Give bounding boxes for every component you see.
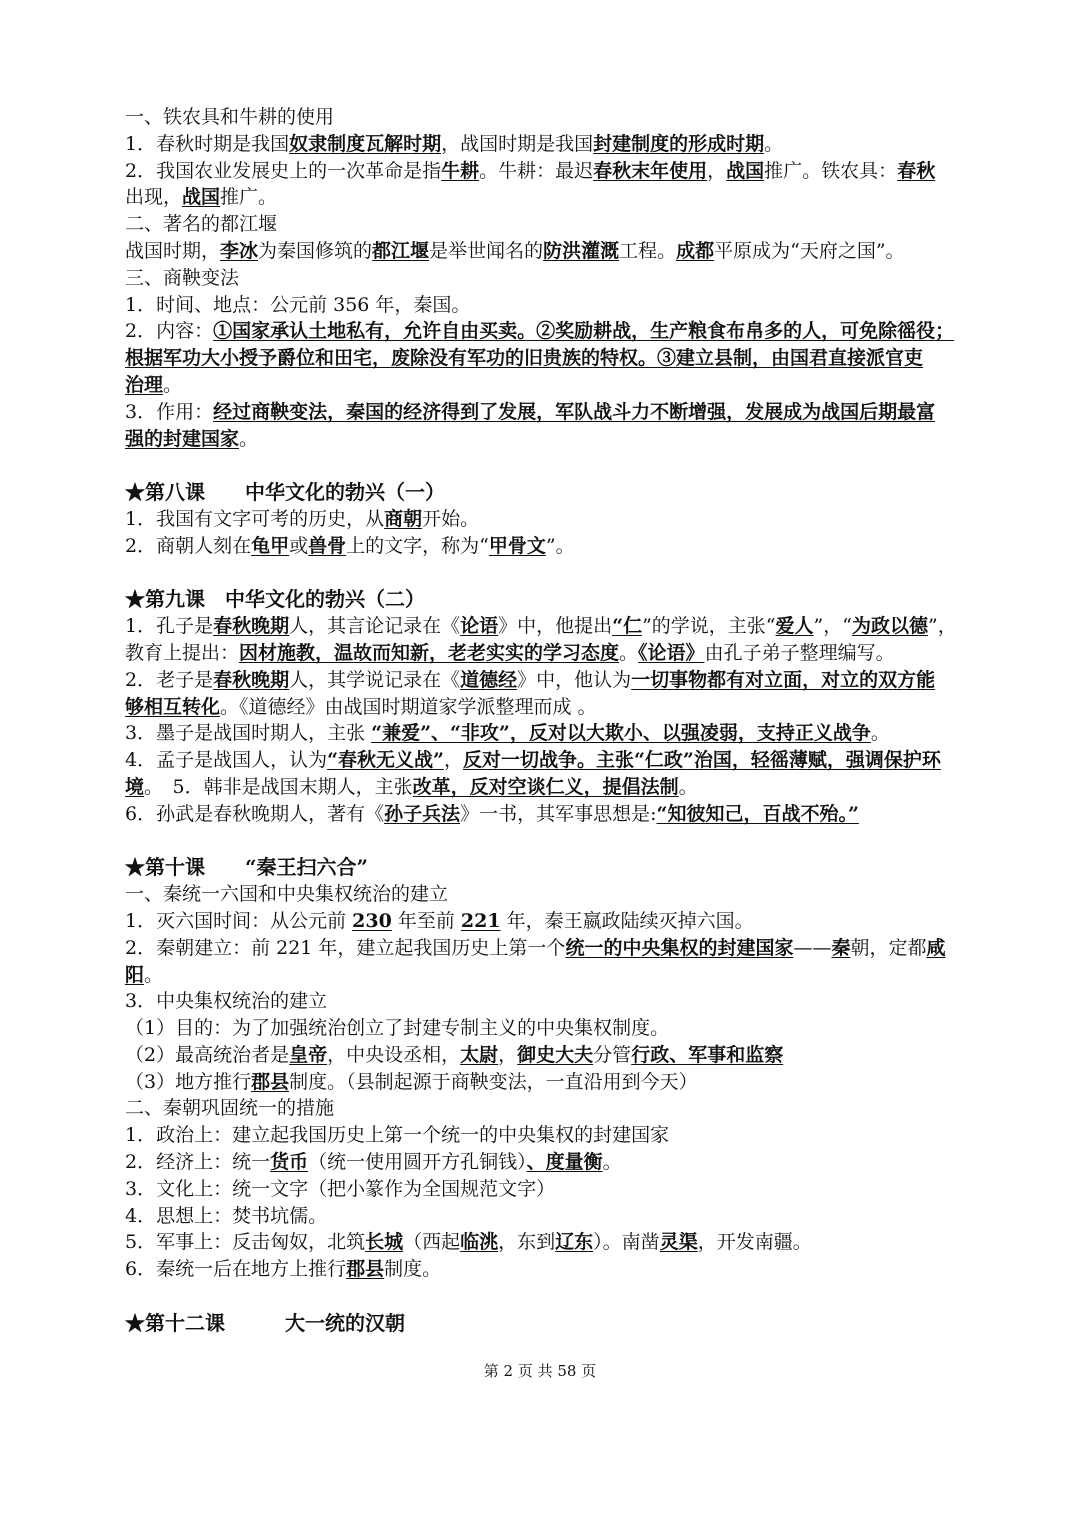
- key-term: 御史大夫: [517, 1043, 594, 1066]
- key-term: 都江堰: [372, 239, 430, 262]
- text-line: [125, 801, 1010, 828]
- text-segment: 年至前: [391, 909, 461, 932]
- key-term: 春秋末年使用: [593, 159, 708, 182]
- text-line: [125, 238, 1010, 265]
- key-term: 行政、军事和监察: [631, 1043, 784, 1066]
- key-term: 春秋: [897, 159, 936, 182]
- text-segment: 出现，: [125, 186, 183, 209]
- lesson-heading: ★第十二课 大一统的汉朝: [125, 1310, 405, 1335]
- key-term: 统一的中央集权的封建国家: [565, 936, 794, 959]
- key-term: “春秋无义战”: [327, 749, 444, 772]
- text-segment: 。牛耕：最迟: [479, 159, 594, 182]
- key-term: 牛耕: [441, 159, 480, 182]
- key-term: 强的封建国家: [125, 427, 240, 450]
- text-segment: 》一书，其军事思想是:: [460, 802, 657, 825]
- text-segment: 1．我国有文字可考的历史，从: [125, 507, 385, 530]
- text-line: [125, 1122, 1010, 1149]
- blank-line: [125, 560, 1010, 587]
- key-term: 经过商鞅变法，秦国的经济得到了发展，军队战斗力不断增强，发展成为战国后期最富: [213, 400, 936, 423]
- text-segment: ，战国时期是我国: [441, 132, 594, 155]
- key-term: 太尉: [460, 1043, 499, 1066]
- key-term: 辽东: [555, 1231, 594, 1254]
- text-segment: ，开发南疆。: [697, 1231, 812, 1254]
- key-term: “知彼知己，百战不殆。”: [656, 802, 859, 825]
- key-term: 兽骨: [308, 534, 347, 557]
- key-term: 阳: [125, 963, 145, 986]
- text-segment: 。: [678, 775, 698, 798]
- text-segment: 推广。铁农具：: [764, 159, 898, 182]
- text-segment: 1．春秋时期是我国: [125, 132, 290, 155]
- text-segment: 1．孔子是: [125, 615, 214, 638]
- text-segment: 推广。: [220, 186, 278, 209]
- text-segment: 二、著名的都江堰: [125, 213, 278, 236]
- lesson-heading: ★第九课 中华文化的勃兴（二）: [125, 587, 425, 612]
- text-segment: 。: [870, 722, 890, 745]
- text-segment: 。《道德经》由战国时期道家学派整理而成 。: [220, 695, 597, 718]
- text-line: [125, 506, 1010, 533]
- text-segment: 3．墨子是战国时期人，主张: [125, 722, 372, 745]
- text-segment: （统一使用圆开方孔铜钱）: [308, 1151, 527, 1174]
- text-segment: 2．内容：: [125, 320, 214, 343]
- text-segment: 上的文字，称为“: [346, 534, 489, 557]
- text-segment: ”。: [545, 534, 575, 557]
- text-segment: 1．灭六国时间：从公元前: [125, 909, 353, 932]
- text-segment: 。: [163, 373, 183, 396]
- key-term: “仁: [612, 615, 643, 638]
- text-line: [125, 1203, 1010, 1230]
- text-segment: 由孔子弟子整理编写。: [704, 641, 895, 664]
- text-segment: ，: [443, 749, 463, 772]
- key-term: 奴隶制度瓦解时期: [289, 132, 442, 155]
- text-segment: 二、秦朝巩固统一的措施: [125, 1097, 335, 1120]
- text-line: [125, 1015, 1010, 1042]
- text-line: [125, 667, 1010, 694]
- page-footer: 第 2 页 共 58 页: [483, 1362, 597, 1380]
- text-line: [125, 158, 1010, 185]
- text-line: [125, 345, 1010, 372]
- text-line: [125, 399, 1010, 426]
- text-segment: 朝，定都: [850, 936, 927, 959]
- text-segment: 6．孙武是春秋晚期人，著有《: [125, 802, 385, 825]
- key-term: 一切事物都有对立面，对立的双方能: [631, 668, 936, 691]
- text-line: [125, 1149, 1010, 1176]
- text-line: [125, 935, 1010, 962]
- text-line: [125, 292, 1010, 319]
- text-line: [125, 1042, 1010, 1069]
- text-segment: 分管: [593, 1043, 632, 1066]
- text-segment: 。: [602, 1151, 622, 1174]
- key-term: 封建制度的形成时期: [593, 132, 765, 155]
- text-segment: 工程。: [619, 239, 677, 262]
- text-segment: 。 5．韩非是战国末期人，主张: [144, 775, 413, 798]
- key-term: 改革，反对空谈仁义，提倡法制: [412, 775, 679, 798]
- text-line: [125, 1069, 1010, 1096]
- text-segment: 2．商朝人刻在: [125, 534, 252, 557]
- text-line: [125, 1229, 1010, 1256]
- text-segment: 。: [144, 963, 164, 986]
- text-segment: ——: [793, 936, 832, 959]
- text-line: [125, 184, 1010, 211]
- text-segment: 4．孟子是战国人，认为: [125, 749, 328, 772]
- text-segment: 5．军事上：反击匈奴，北筑: [125, 1231, 366, 1254]
- text-segment: 2．我国农业发展史上的一次革命是指: [125, 159, 442, 182]
- text-segment: 2．秦朝建立：前 221 年，建立起我国历史上第一个: [125, 936, 566, 959]
- text-segment: 是举世闻名的: [429, 239, 544, 262]
- text-segment: 3．文化上：统一文字（把小篆作为全国规范文字）: [125, 1177, 556, 1200]
- blank-line: [125, 452, 1010, 479]
- text-segment: 4．思想上：焚书坑儒。: [125, 1204, 328, 1227]
- text-line: [125, 131, 1010, 158]
- text-segment: ）。南凿: [593, 1231, 660, 1254]
- lesson-heading: ★第十课 “秦王扫六合”: [125, 855, 369, 880]
- key-term: 商朝: [384, 507, 423, 530]
- text-line: [125, 854, 1010, 881]
- blank-line: [125, 1283, 1010, 1310]
- text-line: [125, 318, 1010, 345]
- key-term: 为政以德: [851, 615, 928, 638]
- key-term: 反对一切战争。主张“仁政”治国，轻徭薄赋，强调保护环: [462, 749, 941, 772]
- text-line: [125, 104, 1010, 131]
- key-term: 春秋晚期: [213, 615, 290, 638]
- key-term: 防洪灌溉: [543, 239, 620, 262]
- key-term: 李冰: [220, 239, 259, 262]
- text-segment: 年，秦王嬴政陆续灭掉六国。: [500, 909, 754, 932]
- text-segment: 人，其学说记录在《: [289, 668, 461, 691]
- key-term: ①国家承认土地私有，允许自由买卖。②奖励耕战，生产粮食布帛多的人，可免除徭役；: [213, 320, 955, 343]
- text-segment: 6．秦统一后在地方上推行: [125, 1258, 347, 1281]
- key-term: 境: [125, 775, 145, 798]
- key-term: 皇帝: [289, 1043, 328, 1066]
- text-line: [125, 1256, 1010, 1283]
- text-segment: ，中央设丞相，: [327, 1043, 461, 1066]
- text-segment: 1．政治上：建立起我国历史上第一个统一的中央集权的封建国家: [125, 1124, 670, 1147]
- key-term: 货币: [270, 1151, 309, 1174]
- key-term: 战国: [726, 159, 765, 182]
- key-term: “兼爱”、“非攻”，反对以大欺小、以强凌弱，支持正义战争: [371, 722, 871, 745]
- text-segment: （1）目的：为了加强统治创立了封建专制主义的中央集权制度。: [125, 1017, 670, 1040]
- text-line: [125, 694, 1010, 721]
- text-segment: 为秦国修筑的: [258, 239, 373, 262]
- text-line: [125, 774, 1010, 801]
- text-line: [125, 640, 1010, 667]
- text-segment: （2）最高统治者是: [125, 1043, 290, 1066]
- key-term: 战国: [182, 186, 221, 209]
- key-term: 根据军功大小授予爵位和田宅，废除没有军功的旧贵族的特权。③建立县制，由国君直接派官吏: [125, 347, 924, 370]
- text-segment: （西起: [403, 1231, 461, 1254]
- text-segment: 制度。: [384, 1258, 442, 1281]
- text-segment: 3．中央集权统治的建立: [125, 990, 328, 1013]
- text-segment: ，: [707, 159, 727, 182]
- text-segment: 开始。: [422, 507, 480, 530]
- text-segment: （3）地方推行: [125, 1070, 252, 1093]
- text-segment: 2．老子是: [125, 668, 214, 691]
- key-term: 甲骨文: [488, 534, 546, 557]
- blank-line: [125, 828, 1010, 855]
- text-segment: 人，其言论记录在《: [289, 615, 461, 638]
- text-line: [125, 908, 1010, 935]
- key-term: 郡县: [346, 1258, 385, 1281]
- text-line: [125, 479, 1010, 506]
- text-line: [125, 426, 1010, 453]
- text-line: [125, 881, 1010, 908]
- text-line: [125, 1310, 1010, 1337]
- text-segment: 一、秦统一六国和中央集权统治的建立: [125, 883, 449, 906]
- key-term: 因材施教，温故而知新，老老实实的学习态度: [239, 641, 620, 664]
- key-term: 爱人: [775, 615, 814, 638]
- text-line: [125, 533, 1010, 560]
- key-term: 230: [352, 909, 392, 932]
- key-term: 咸: [926, 936, 946, 959]
- text-segment: ”，“: [813, 615, 852, 638]
- lesson-heading: ★第八课 中华文化的勃兴（一）: [125, 480, 445, 505]
- text-segment: 。: [239, 427, 259, 450]
- text-line: [125, 265, 1010, 292]
- text-segment: 战国时期，: [125, 239, 221, 262]
- key-term: 221: [460, 909, 501, 932]
- text-line: [125, 720, 1010, 747]
- text-segment: ，东到: [498, 1231, 556, 1254]
- document-body: [125, 104, 1010, 1337]
- text-segment: 教育上提出：: [125, 641, 240, 664]
- key-term: 龟甲: [251, 534, 290, 557]
- text-segment: 3．作用：: [125, 400, 214, 423]
- text-segment: 1．时间、地点：公元前 356 年，秦国。: [125, 293, 471, 316]
- key-term: 临洮: [460, 1231, 499, 1254]
- text-line: [125, 988, 1010, 1015]
- key-term: 《论语》: [638, 641, 705, 664]
- text-line: [125, 211, 1010, 238]
- key-term: 治理: [125, 373, 164, 396]
- text-segment: ”的学说，主张“: [642, 615, 776, 638]
- text-segment: 。: [619, 641, 639, 664]
- key-term: 论语: [460, 615, 499, 638]
- text-segment: ，: [498, 1043, 518, 1066]
- text-segment: 或: [289, 534, 309, 557]
- key-term: 灵渠: [659, 1231, 698, 1254]
- key-term: 、度量衡: [526, 1151, 603, 1174]
- text-line: [125, 613, 1010, 640]
- key-term: 长城: [365, 1231, 404, 1254]
- text-segment: 》中，他提出: [498, 615, 613, 638]
- text-segment: 2．经济上：统一: [125, 1151, 271, 1174]
- key-term: 够相互转化: [125, 695, 221, 718]
- text-segment: ”，: [928, 615, 957, 638]
- text-segment: 》中，他认为: [517, 668, 632, 691]
- key-term: 成都: [676, 239, 715, 262]
- key-term: 春秋晚期: [213, 668, 290, 691]
- key-term: 孙子兵法: [384, 802, 461, 825]
- key-term: 郡县: [251, 1070, 290, 1093]
- text-line: [125, 586, 1010, 613]
- text-segment: 三、商鞅变法: [125, 266, 240, 289]
- text-line: [125, 962, 1010, 989]
- text-segment: 。: [764, 132, 784, 155]
- text-segment: 制度。（县制起源于商鞅变法，一直沿用到今天）: [289, 1070, 698, 1093]
- text-line: [125, 1095, 1010, 1122]
- text-line: [125, 747, 1010, 774]
- key-term: 道德经: [460, 668, 518, 691]
- text-line: [125, 1176, 1010, 1203]
- key-term: 秦: [831, 936, 851, 959]
- text-segment: 一、铁农具和牛耕的使用: [125, 106, 335, 128]
- text-segment: 平原成为“天府之国”。: [714, 239, 905, 262]
- text-line: [125, 372, 1010, 399]
